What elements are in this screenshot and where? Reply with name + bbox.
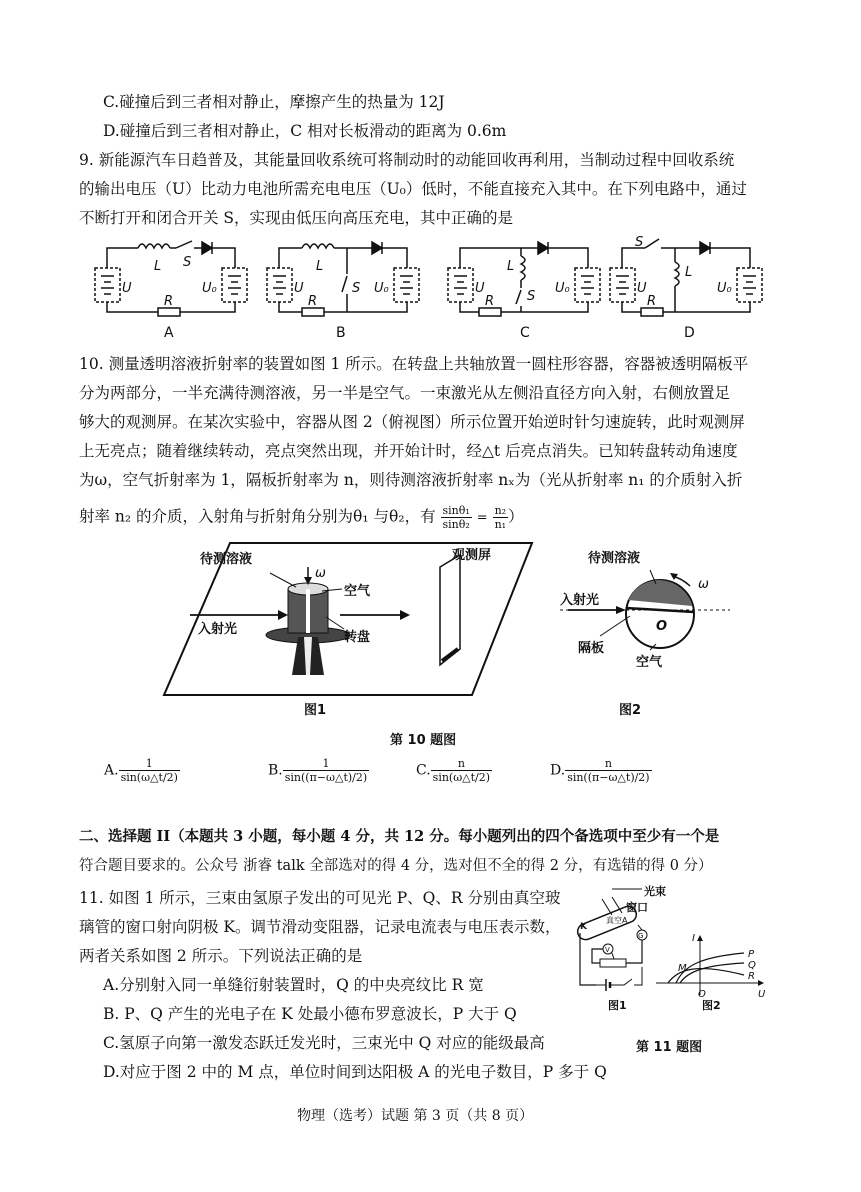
fig2-air-label: 空气 <box>636 655 663 670</box>
svg-text:R: R <box>308 294 318 309</box>
circuit-label-d: D <box>684 325 695 341</box>
q10-line-3: 够大的观测屏。在某次实验中，容器从图 2（俯视图）所示位置开始逆时针匀速旋转，此时观测屏 <box>79 413 745 431</box>
q11-fig1-label: 图1 <box>608 999 627 1012</box>
q10-option-d: D. $\frac{n}{\sin((\pi-\omega\triangle t)/2)}$ <box>550 757 650 784</box>
q11-window-label: 窗口 <box>626 901 648 914</box>
q9-circuits-figure <box>90 236 770 344</box>
q11-axis-i: I <box>692 933 695 944</box>
svg-text:U₀: U₀ <box>202 281 217 296</box>
q9-line-2: 的输出电压（U）比动力电池所需充电电压（U₀）低时，不能直接充入其中。在下列电路中，通过 <box>79 180 747 198</box>
svg-text:S: S <box>183 255 192 270</box>
q11-axis-u: U <box>758 989 766 1000</box>
svg-text:G: G <box>638 932 644 940</box>
page-footer: 物理（选考）试题 第 3 页（共 8 页） <box>297 1108 534 1124</box>
q11-line-2: 璃管的窗口射向阴极 K。调节滑动变阻器，记录电流表与电压表示数， <box>79 918 561 936</box>
svg-text:U: U <box>294 281 304 296</box>
q11-option-b: B. P、Q 产生的光电子在 K 处最小德布罗意波长，P 大于 Q <box>103 1005 517 1023</box>
q10-line-6: 射率 n₂ 的介质，入射角与折射角分别为θ₁ 与θ₂，有 $\frac{\text{sinθ₁}}{\text{sinθ₂}}$ = $\frac{\text{n₂}}{\text{n₁}}$ ） <box>79 504 524 531</box>
svg-text:U₀: U₀ <box>717 281 732 296</box>
svg-text:L: L <box>154 259 162 274</box>
q11-curve-q: Q <box>748 960 756 971</box>
snell-ratio-left: $\frac{\text{sinθ₁}}{\text{sinθ₂}}$ <box>442 504 470 531</box>
section-2-heading-2: 符合题目要求的。公众号 浙睿 talk 全部选对的得 4 分，选对但不全的得 2 分，有选错的得 0 分） <box>79 858 713 874</box>
fig2-solution-label: 待测溶液 <box>588 551 641 566</box>
svg-text:U: U <box>475 281 485 296</box>
fig2-label: 图2 <box>619 703 642 718</box>
q9-line-3: 不断打开和闭合开关 S，实现由低压向高压充电，其中正确的是 <box>79 209 514 227</box>
q11-option-c: C.氢原子向第一激发态跃迁发光时，三束光中 Q 对应的能级最高 <box>103 1034 545 1052</box>
q11-fig2-label: 图2 <box>702 999 721 1012</box>
q11-figure-caption: 第 11 题图 <box>636 1040 703 1055</box>
q11-beam-label: 光束 <box>644 885 666 898</box>
q11-line-3: 两者关系如图 2 所示。下列说法正确的是 <box>79 947 363 965</box>
svg-text:U₀: U₀ <box>374 281 389 296</box>
q10-figure-caption: 第 10 题图 <box>390 733 457 748</box>
section-2-heading-1: 二、选择题 II（本题共 3 小题，每小题 4 分，共 12 分。每小题列出的四个备选项中至少有一个是 <box>79 828 720 845</box>
svg-text:R: R <box>485 294 495 309</box>
fig2-partition-label: 隔板 <box>578 641 605 656</box>
svg-text:U: U <box>122 281 132 296</box>
q10-line-6-text: 射率 n₂ 的介质，入射角与折射角分别为θ₁ 与θ₂，有 <box>79 507 436 526</box>
q11-option-d: D.对应于图 2 中的 M 点，单位时间到达阳极 A 的光电子数目，P 多于 Q <box>103 1063 607 1081</box>
svg-text:V: V <box>605 946 610 954</box>
q11-curve-p: P <box>748 949 755 960</box>
q10-option-c: C. $\frac{n}{\sin(\omega\triangle t/2)}$ <box>416 757 491 784</box>
q10-line-1: 10. 测量透明溶液折射率的装置如图 1 所示。在转盘上共轴放置一圆柱形容器，容器被透明隔板平 <box>79 355 749 373</box>
q10-option-b: B. $\frac{1}{\sin((\pi-\omega\triangle t)/2)}$ <box>268 757 368 784</box>
fig2-omega-label: ω <box>698 577 709 592</box>
fig1-label: 图1 <box>304 703 327 718</box>
fig1-screen-label: 观测屏 <box>452 548 492 563</box>
fig1-omega-label: ω <box>315 566 326 581</box>
q11-figure <box>572 885 772 1025</box>
fig2-light-label: 入射光 <box>560 593 600 608</box>
snell-ratio-right: $\frac{\text{n₂}}{\text{n₁}}$ <box>494 504 507 531</box>
q9-line-1: 9. 新能源汽车日趋普及，其能量回收系统可将制动时的动能回收再利用，当制动过程中回收系统 <box>79 151 735 169</box>
svg-text:R: R <box>647 294 657 309</box>
fig1-solution-label: 待测溶液 <box>200 552 253 567</box>
svg-text:U: U <box>637 281 647 296</box>
q11-point-m: M <box>678 963 687 974</box>
svg-text:S: S <box>352 281 361 296</box>
q11-curve-r: R <box>748 971 755 982</box>
svg-text:R: R <box>164 294 174 309</box>
q10-line-5: 为ω，空气折射率为 1，隔板折射率为 n，则待测溶液折射率 nₓ为（光从折射率 n₁ 的介质射入折 <box>79 471 743 489</box>
circuit-label-c: C <box>520 325 530 341</box>
q11-line-1: 11. 如图 1 所示，三束由氢原子发出的可见光 P、Q、R 分别由真空玻 <box>79 889 561 907</box>
q10-figure-2 <box>560 540 740 680</box>
fig1-turntable-label: 转盘 <box>344 630 371 645</box>
svg-text:K: K <box>580 922 587 932</box>
svg-text:L: L <box>507 259 515 274</box>
circuit-label-b: B <box>336 325 346 341</box>
q11-option-a: A.分别射入同一单缝衍射装置时，Q 的中央亮纹比 R 宽 <box>103 976 484 994</box>
q10-line-4: 上无亮点；随着继续转动，亮点突然出现，并开始计时，经△t 后亮点消失。已知转盘转动角速度 <box>79 442 738 460</box>
q11-vacuum-label: 真空A <box>606 916 628 925</box>
q10-line-2: 分为两部分，一半充满待测溶液，另一半是空气。一束激光从左侧沿直径方向入射，右侧放置足 <box>79 384 731 402</box>
circuit-label-a: A <box>164 325 174 341</box>
option-d-q8: D.碰撞后到三者相对静止，C 相对长板滑动的距离为 0.6m <box>103 122 507 140</box>
svg-text:L: L <box>685 265 693 280</box>
fig1-air-label: 空气 <box>344 584 371 599</box>
fig1-light-label: 入射光 <box>198 622 238 637</box>
svg-text:U₀: U₀ <box>555 281 570 296</box>
q10-option-a: A. $\frac{1}{\sin(\omega\triangle t/2)}$ <box>104 757 178 784</box>
svg-text:L: L <box>316 259 324 274</box>
option-c-q8: C.碰撞后到三者相对静止，摩擦产生的热量为 12J <box>103 93 445 111</box>
fig2-center-label: O <box>656 619 668 634</box>
circuit-c <box>448 242 600 316</box>
q11-origin: O <box>698 989 706 1000</box>
svg-text:S: S <box>635 236 644 250</box>
circuit-b <box>267 242 419 316</box>
svg-text:S: S <box>527 289 536 304</box>
q10-figure-1 <box>160 537 540 722</box>
